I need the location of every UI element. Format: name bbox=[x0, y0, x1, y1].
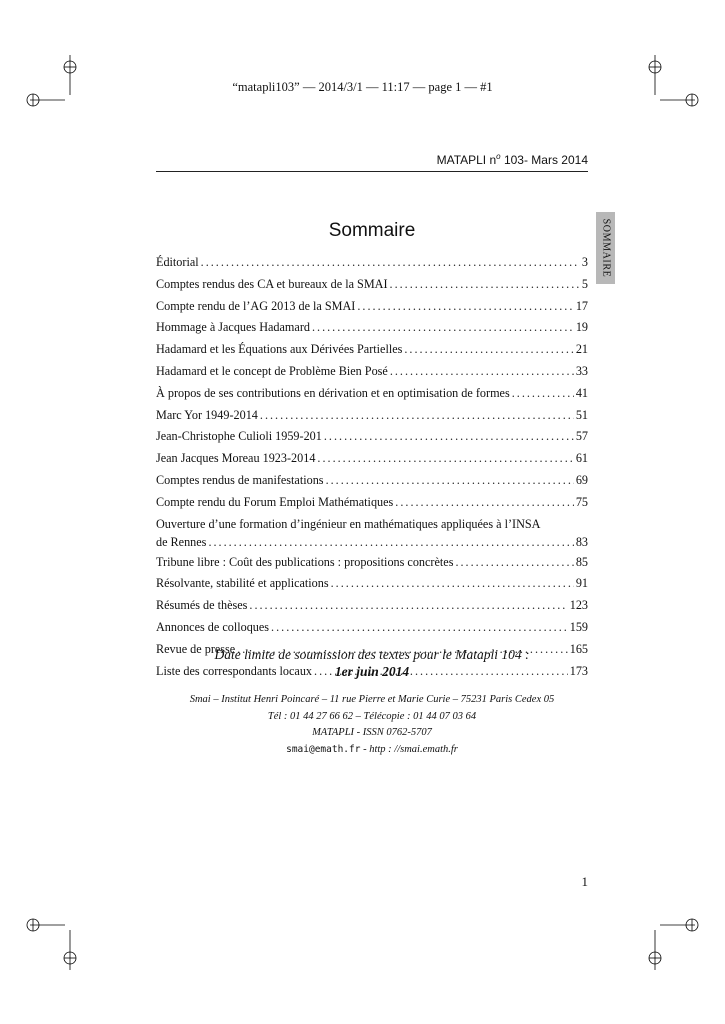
section-side-tab bbox=[596, 212, 615, 284]
toc-entry-title: Liste des correspondants locaux bbox=[156, 663, 313, 678]
toc-entry-title: Résumés de thèses bbox=[156, 598, 248, 613]
journal-prefix: MATAPLI n bbox=[436, 153, 497, 167]
toc-entry-title: Marc Yor 1949-2014 bbox=[156, 407, 258, 422]
toc-entry[interactable] bbox=[156, 552, 588, 574]
address-line-1: Smai – Institut Henri Poincaré – 11 rue Pierre et Marie Curie – 75231 Paris Cedex 05 bbox=[189, 694, 555, 705]
crop-mark-top-right bbox=[620, 55, 700, 135]
toc-entry-title: Hadamard et le concept de Problème Bien Posé bbox=[156, 363, 388, 378]
toc-entry[interactable] bbox=[156, 426, 588, 448]
toc-page-number: 17 bbox=[575, 298, 588, 313]
toc-page-number: 5 bbox=[581, 276, 588, 291]
toc-page-number: 33 bbox=[575, 363, 588, 378]
dot-leader bbox=[260, 405, 574, 427]
dot-leader bbox=[390, 274, 580, 296]
crop-mark-bottom-right bbox=[620, 890, 700, 970]
dot-leader bbox=[271, 617, 568, 639]
toc-page-number: 165 bbox=[569, 641, 588, 656]
toc-entry[interactable] bbox=[156, 383, 588, 405]
submission-deadline bbox=[156, 646, 588, 680]
dot-leader bbox=[331, 573, 574, 595]
dot-leader bbox=[390, 361, 574, 383]
toc-page-number: 21 bbox=[575, 342, 588, 357]
toc-page-number: 69 bbox=[575, 472, 588, 487]
dot-leader bbox=[249, 595, 567, 617]
toc-page-number: 123 bbox=[569, 598, 588, 613]
toc-entry-title[interactable]: Ouverture d’une formation d’ingénieur en mathématiques appliquées à l’INSA bbox=[156, 516, 541, 531]
toc-entry-title: Jean Jacques Moreau 1923-2014 bbox=[156, 451, 316, 466]
toc-entry[interactable] bbox=[156, 405, 588, 427]
toc-page-number: 85 bbox=[575, 554, 588, 569]
dot-leader bbox=[455, 552, 573, 574]
toc-entry-title: Compte rendu du Forum Emploi Mathématiques bbox=[156, 494, 394, 509]
toc-entry-title: Comptes rendus des CA et bureaux de la SMAI bbox=[156, 276, 388, 291]
page-number: 1 bbox=[581, 874, 588, 889]
journal-suffix: 103- Mars 2014 bbox=[500, 153, 588, 167]
table-of-contents bbox=[156, 252, 588, 682]
toc-entry[interactable] bbox=[156, 595, 588, 617]
toc-title: Sommaire bbox=[328, 220, 416, 241]
toc-entry[interactable] bbox=[156, 573, 588, 595]
dot-leader bbox=[312, 317, 574, 339]
toc-entry[interactable] bbox=[156, 617, 588, 639]
toc-entry[interactable] bbox=[156, 296, 588, 318]
print-slug: “matapli103” — 2014/3/1 — 11:17 — page 1 — #1 bbox=[232, 80, 493, 94]
toc-entry-title: Hommage à Jacques Hadamard bbox=[156, 320, 310, 335]
toc-entry-title: Éditorial bbox=[156, 255, 199, 269]
toc-entry[interactable] bbox=[156, 274, 588, 296]
dot-leader bbox=[326, 470, 574, 492]
side-tab-label: SOMMAIRE bbox=[600, 218, 611, 278]
dot-leader bbox=[324, 426, 574, 448]
dot-leader bbox=[208, 533, 573, 552]
toc-page-number: 41 bbox=[575, 385, 588, 400]
toc-entry[interactable] bbox=[156, 252, 588, 274]
toc-entry[interactable] bbox=[156, 448, 588, 470]
toc-page-number: 173 bbox=[569, 663, 588, 678]
toc-entry[interactable] bbox=[156, 533, 588, 552]
dot-leader bbox=[404, 339, 573, 361]
toc-entry[interactable] bbox=[156, 470, 588, 492]
toc-entry-title: Revue de presse bbox=[156, 641, 236, 656]
toc-entry-title: Comptes rendus de manifestations bbox=[156, 472, 324, 487]
toc-entry-title: Tribune libre : Coût des publications : propositions concrètes bbox=[156, 554, 454, 569]
dot-leader bbox=[512, 383, 574, 405]
toc-entry[interactable] bbox=[156, 492, 588, 514]
running-header bbox=[156, 152, 588, 167]
crop-mark-top-left bbox=[25, 55, 105, 135]
toc-page-number: 51 bbox=[575, 407, 588, 422]
toc-entry-title: Résolvante, stabilité et applications bbox=[156, 576, 329, 591]
toc-page-number: 61 bbox=[575, 451, 588, 466]
dot-leader bbox=[317, 448, 573, 470]
publisher-address bbox=[156, 692, 588, 758]
email-link[interactable]: smai@emath.fr bbox=[286, 743, 361, 755]
address-line-2: Tél : 01 44 27 66 62 – Télécopie : 01 44 07 03 64 bbox=[267, 710, 477, 722]
toc-entry-title: À propos de ses contributions en dérivation et en optimisation de formes bbox=[156, 385, 510, 400]
toc-page-number: 83 bbox=[575, 534, 588, 549]
deadline-date: 1er juin 2014 bbox=[334, 664, 410, 679]
issue-superscript: o bbox=[496, 152, 501, 161]
toc-entry-title: Compte rendu de l’AG 2013 de la SMAI bbox=[156, 298, 356, 313]
toc-page-number: 3 bbox=[581, 255, 588, 269]
deadline-line-1: Date limite de soumission des textes pour le Matapli 104 : bbox=[214, 647, 530, 662]
dot-leader bbox=[395, 492, 574, 514]
toc-entry-title: Jean-Christophe Culioli 1959-201 bbox=[156, 429, 322, 444]
toc-page-number: 57 bbox=[575, 429, 588, 444]
toc-entry-continuation: de Rennes bbox=[156, 534, 207, 549]
dot-leader bbox=[201, 252, 580, 274]
crop-mark-bottom-left bbox=[25, 890, 105, 970]
header-rule bbox=[156, 171, 588, 172]
website-link[interactable]: - http : //smai.emath.fr bbox=[360, 743, 458, 755]
toc-entry-title: Annonces de colloques bbox=[156, 619, 270, 634]
toc-entry[interactable] bbox=[156, 339, 588, 361]
dot-leader bbox=[357, 296, 573, 318]
address-line-3: MATAPLI - ISSN 0762-5707 bbox=[312, 727, 432, 738]
toc-page-number: 75 bbox=[575, 494, 588, 509]
address-line-4 bbox=[156, 742, 588, 759]
toc-page-number: 159 bbox=[569, 619, 588, 634]
toc-entry[interactable] bbox=[156, 361, 588, 383]
toc-entry-title: Hadamard et les Équations aux Dérivées Partielles bbox=[156, 342, 403, 357]
toc-page-number: 19 bbox=[575, 320, 588, 335]
toc-entry[interactable] bbox=[156, 317, 588, 339]
toc-page-number: 91 bbox=[575, 576, 588, 591]
